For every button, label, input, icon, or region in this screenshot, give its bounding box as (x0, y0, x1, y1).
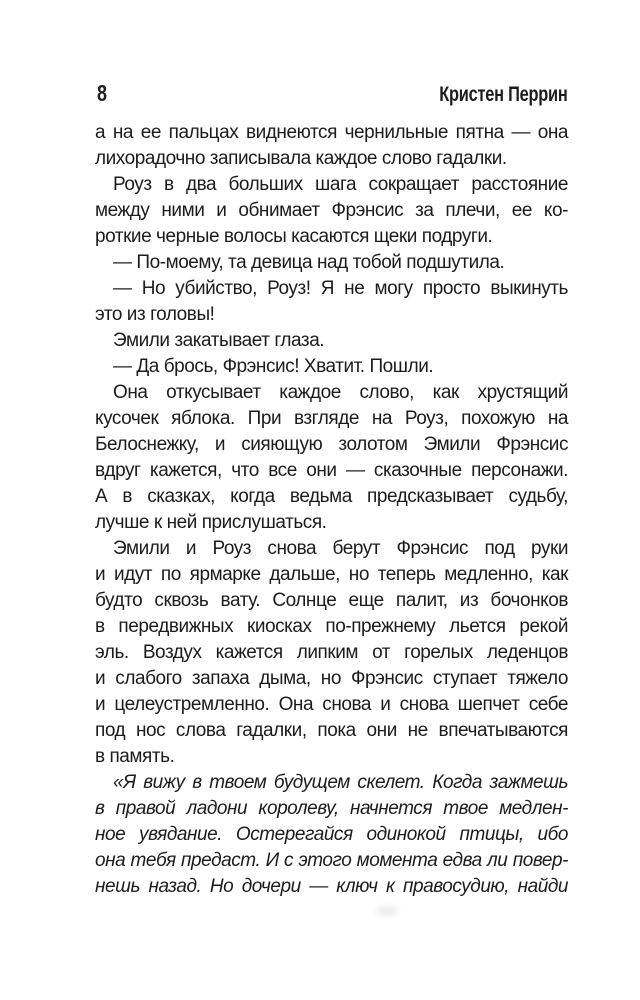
text-line: нешь назад. Но дочери — ключ к правосудию, найди (95, 876, 568, 897)
author-name: Кристен Перрин (439, 83, 568, 106)
text-line: вдруг кажется, что все они — сказочные персонажи. (95, 460, 568, 481)
text-line: — По-моему, та девица над тобой подшутила. (113, 252, 505, 273)
page-header (97, 80, 568, 107)
text-line: Эмили и Роуз снова берут Фрэнсис под руки (113, 538, 568, 559)
text-line: кусочек яблока. При взгляде на Роуз, похожую на (95, 408, 568, 429)
text-line: — Но убийство, Роуз! Я не могу просто выкинуть (113, 278, 568, 299)
paragraph (95, 276, 568, 328)
text-line: эль. Воздух кажется липким от горелых леденцов (95, 642, 568, 663)
text-line: Белоснежку, и сияющую золотом Эмили Фрэнсис (95, 434, 568, 455)
text-line: это из головы! (95, 304, 215, 325)
paragraph (95, 536, 568, 770)
text-line: в правой ладони королеву, начнется твое медлен- (95, 798, 568, 819)
paragraph (95, 250, 568, 276)
text-line: ное увядание. Остерегайся одинокой птицы, ибо (95, 824, 568, 845)
text-line: в передвижных киосках по-прежнему льется рекой (95, 616, 568, 637)
text-line: Эмили закатывает глаза. (113, 330, 325, 351)
page-body (95, 120, 568, 900)
text-line: лучше к ней прислушаться. (95, 512, 327, 533)
text-line: «Я вижу в твоем будущем скелет. Когда зажмешь (113, 772, 568, 793)
text-line: она тебя предаст. И с этого момента едва ли повер- (95, 850, 568, 871)
text-line: и слабого запаха дыма, но Фрэнсис ступает тяжело (95, 668, 568, 689)
text-line: А в сказках, когда ведьма предсказывает судьбу, (95, 486, 568, 507)
text-line: а на ее пальцах виднеются чернильные пятна — она (95, 122, 568, 143)
paragraph (95, 328, 568, 354)
text-line: под нос слова гадалки, пока они не впечатываются (95, 720, 568, 741)
paragraph (95, 172, 568, 250)
text-line: роткие черные волосы касаются щеки подруги. (95, 226, 493, 247)
text-line: Роуз в два больших шага сокращает расстояние (113, 174, 568, 195)
text-line: будто сквозь вату. Солнце еще палит, из бочонков (95, 590, 568, 611)
paragraph (95, 380, 568, 536)
page-number: 8 (97, 80, 107, 106)
paragraph (95, 770, 568, 900)
scan-artifact (376, 906, 398, 916)
text-line: Она откусывает каждое слово, как хрустящий (113, 382, 568, 403)
paragraph (95, 354, 568, 380)
text-line: лихорадочно записывала каждое слово гадалки. (95, 148, 507, 169)
paragraph (95, 120, 568, 172)
text-line: и идут по ярмарке дальше, но теперь медленно, как (95, 564, 568, 585)
text-line: — Да брось, Фрэнсис! Хватит. Пошли. (113, 356, 434, 377)
text-line: и целеустремленно. Она снова и снова шепчет себе (95, 694, 568, 715)
text-line: в память. (95, 746, 175, 767)
text-line: между ними и обнимает Фрэнсис за плечи, ее ко- (95, 200, 568, 221)
